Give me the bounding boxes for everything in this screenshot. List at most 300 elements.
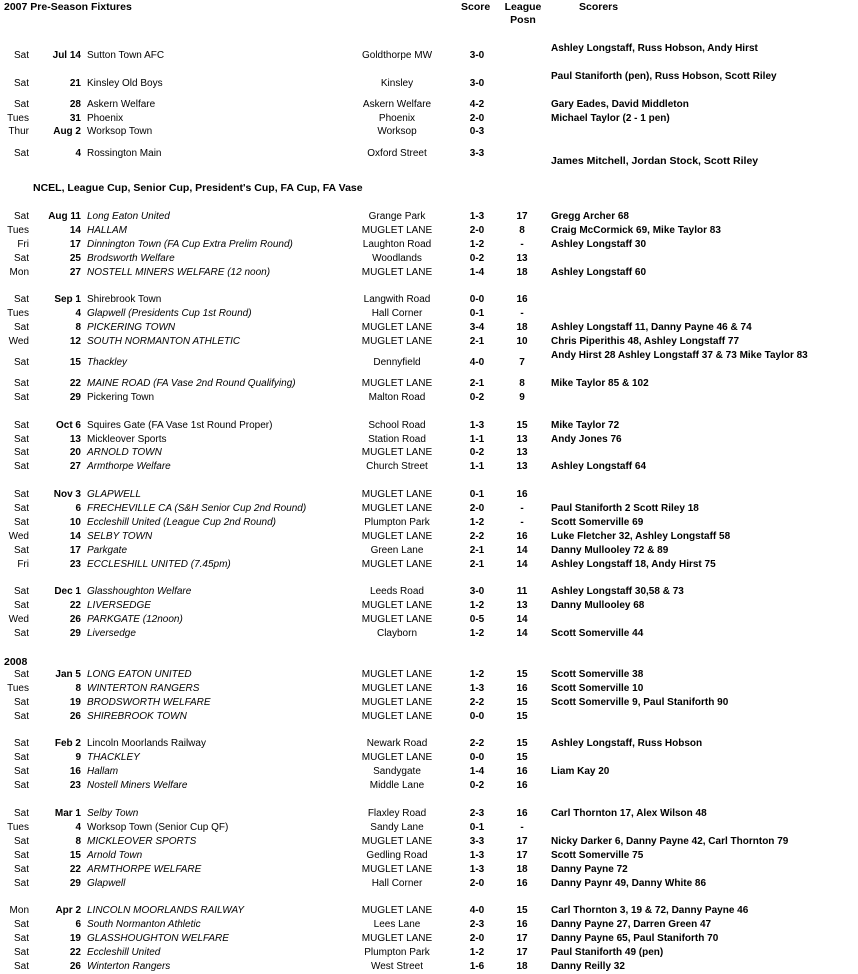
fixture-venue: MUGLET LANE — [361, 600, 433, 611]
fixture-venue: Gedling Road — [366, 850, 428, 861]
fixture-league-posn: 16 — [516, 878, 528, 889]
fixture-venue: MUGLET LANE — [361, 669, 433, 680]
fixture-day: Fri — [17, 559, 29, 570]
fixture-day: Wed — [8, 531, 29, 542]
fixture-opponent: Pickering Town — [87, 392, 155, 403]
fixture-venue: Plumpton Park — [364, 517, 430, 528]
fixture-scorers: Danny Mullooley 68 — [551, 600, 645, 611]
fixture-league-posn: 17 — [516, 933, 528, 944]
fixture-score: 0-2 — [469, 253, 485, 264]
fixture-league-posn: 13 — [516, 461, 528, 472]
fixture-row — [0, 765, 858, 779]
fixture-day: Tues — [7, 308, 29, 319]
fixture-scorers: Ashley Longstaff 64 — [551, 461, 647, 472]
fixture-date: Aug 2 — [53, 126, 81, 137]
fixture-date: 19 — [69, 697, 81, 708]
fixture-opponent: HALLAM — [87, 225, 128, 236]
fixture-venue: Dennyfield — [373, 357, 421, 368]
fixture-opponent: MAINE ROAD (FA Vase 2nd Round Qualifying) — [87, 378, 296, 389]
fixture-date: 13 — [69, 434, 81, 445]
fixture-scorers: Liam Kay 20 — [551, 766, 610, 777]
fixture-date: 22 — [69, 600, 81, 611]
fixture-opponent: Long Eaton United — [87, 211, 170, 222]
fixture-league-posn: 18 — [516, 322, 528, 333]
fixture-day: Sat — [13, 517, 29, 528]
fixture-date: 29 — [69, 628, 81, 639]
fixture-league-posn: 13 — [516, 253, 528, 264]
fixture-score: 1-2 — [469, 600, 485, 611]
fixture-league-posn: 14 — [516, 559, 528, 570]
fixture-date: 8 — [75, 683, 81, 694]
fixture-venue: Sandy Lane — [370, 822, 424, 833]
fixture-league-posn: 15 — [516, 905, 528, 916]
fixture-date: 31 — [69, 113, 81, 124]
fixture-row — [0, 932, 858, 946]
fixture-date: 28 — [69, 99, 81, 110]
fixture-date: Jul 14 — [52, 50, 81, 61]
fixture-score: 1-2 — [469, 517, 485, 528]
fixture-venue: MUGLET LANE — [361, 378, 433, 389]
fixture-day: Tues — [7, 683, 29, 694]
fixture-day: Sat — [13, 836, 29, 847]
fixture-venue: MUGLET LANE — [361, 489, 433, 500]
fixture-league-posn: - — [520, 308, 524, 319]
fixture-venue: Woodlands — [372, 253, 422, 264]
fixture-league-posn: 15 — [516, 420, 528, 431]
fixture-opponent: LIVERSEDGE — [87, 600, 151, 611]
fixture-row — [0, 238, 858, 252]
fixture-score: 3-3 — [469, 148, 485, 159]
fixture-score: 0-1 — [469, 489, 485, 500]
fixture-league-posn: 16 — [516, 766, 528, 777]
fixture-venue: Clayborn — [376, 628, 418, 639]
fixture-opponent: GLASSHOUGHTON WELFARE — [87, 933, 229, 944]
fixture-league-posn: 14 — [516, 614, 528, 625]
fixture-league-posn: 13 — [516, 600, 528, 611]
fixture-scorers: Danny Paynr 49, Danny White 86 — [551, 878, 707, 889]
fixture-scorers: Danny Payne 72 — [551, 864, 628, 875]
fixture-day: Sat — [13, 780, 29, 791]
fixture-day: Sat — [13, 669, 29, 680]
fixture-venue: MUGLET LANE — [361, 322, 433, 333]
fixture-opponent: Winterton Rangers — [87, 961, 171, 972]
scorers-header: Scorers — [579, 1, 619, 13]
fixture-league-posn: - — [520, 822, 524, 833]
fixture-score: 2-3 — [469, 919, 485, 930]
fixture-opponent: Glasshoughton Welfare — [87, 586, 192, 597]
fixture-score: 1-4 — [469, 766, 485, 777]
fixture-row — [0, 696, 858, 710]
fixture-date: 6 — [75, 503, 81, 514]
fixture-date: 22 — [69, 378, 81, 389]
fixture-scorers: Scott Somerville 44 — [551, 628, 644, 639]
fixture-row — [0, 904, 858, 918]
fixture-day: Sat — [13, 378, 29, 389]
fixture-day: Sat — [13, 738, 29, 749]
fixture-date: 8 — [75, 322, 81, 333]
fixture-opponent: Dinnington Town (FA Cup Extra Prelim Round) — [87, 239, 293, 250]
fixture-scorers: Nicky Darker 6, Danny Payne 42, Carl Thornton 79 — [551, 836, 789, 847]
fixture-venue: Hall Corner — [371, 308, 423, 319]
fixture-day: Sat — [13, 148, 29, 159]
fixture-score: 3-0 — [469, 586, 485, 597]
fixture-day: Sat — [13, 947, 29, 958]
fixture-opponent: Lincoln Moorlands Railway — [87, 738, 206, 749]
fixture-row — [0, 779, 858, 793]
fixture-opponent: ARNOLD TOWN — [87, 447, 162, 458]
fixture-date: 15 — [69, 357, 81, 368]
fixture-opponent: Phoenix — [87, 113, 124, 124]
fixture-date: 19 — [69, 933, 81, 944]
fixture-opponent: Eccleshill United (League Cup 2nd Round) — [87, 517, 277, 528]
fixture-league-posn: 8 — [519, 378, 525, 389]
fixture-opponent: PARKGATE (12noon) — [87, 614, 183, 625]
fixture-date: 23 — [69, 780, 81, 791]
fixture-scorers: Ashley Longstaff, Russ Hobson — [551, 738, 703, 749]
fixture-day: Sat — [13, 864, 29, 875]
fixture-date: 27 — [69, 461, 81, 472]
fixture-day: Sat — [13, 697, 29, 708]
fixture-league-posn: 15 — [516, 711, 528, 722]
fixture-date: Nov 3 — [53, 489, 81, 500]
fixture-venue: Langwith Road — [363, 294, 431, 305]
fixture-opponent: Armthorpe Welfare — [87, 461, 171, 472]
fixture-venue: MUGLET LANE — [361, 503, 433, 514]
fixture-score: 1-3 — [469, 420, 485, 431]
fixture-day: Sat — [13, 392, 29, 403]
fixture-date: 8 — [75, 836, 81, 847]
fixture-scorers: Ashley Longstaff, Russ Hobson, Andy Hirst — [551, 43, 758, 54]
fixture-venue: Oxford Street — [367, 148, 427, 159]
fixture-score: 1-3 — [469, 683, 485, 694]
fixture-date: 4 — [75, 308, 81, 319]
fixture-date: 6 — [75, 919, 81, 930]
fixture-venue: West Street — [370, 961, 424, 972]
fixture-row — [0, 71, 858, 91]
fixture-date: 14 — [69, 531, 81, 542]
fixture-scorers: Mike Taylor 72 — [551, 420, 620, 431]
fixture-opponent: Parkgate — [87, 545, 128, 556]
fixture-league-posn: 9 — [519, 392, 525, 403]
fixture-date: 16 — [69, 766, 81, 777]
fixture-score: 0-2 — [469, 447, 485, 458]
fixture-score: 2-1 — [469, 378, 485, 389]
fixture-score: 2-1 — [469, 545, 485, 556]
fixture-league-posn: 13 — [516, 447, 528, 458]
fixture-date: 17 — [69, 239, 81, 250]
fixture-league-posn: - — [520, 239, 524, 250]
fixture-day: Sat — [13, 600, 29, 611]
fixture-score: 2-0 — [469, 225, 485, 236]
fixture-score: 3-4 — [469, 322, 485, 333]
fixture-date: 27 — [69, 267, 81, 278]
fixture-row — [0, 419, 858, 433]
fixture-row — [0, 668, 858, 682]
fixture-day: Fri — [17, 239, 29, 250]
fixture-league-posn: - — [520, 517, 524, 528]
fixture-opponent: Thackley — [87, 357, 128, 368]
fixture-scorers: Scott Somerville 69 — [551, 517, 644, 528]
fixture-league-posn: 16 — [516, 531, 528, 542]
fixture-opponent: Mickleover Sports — [87, 434, 167, 445]
fixture-row — [0, 125, 858, 139]
fixture-score: 1-2 — [469, 669, 485, 680]
fixture-league-posn: 8 — [519, 225, 525, 236]
fixture-row — [0, 433, 858, 447]
fixture-venue: Lees Lane — [373, 919, 421, 930]
fixture-score: 3-0 — [469, 78, 485, 89]
competitions-heading: NCEL, League Cup, Senior Cup, President's Cup, FA Cup, FA Vase — [33, 182, 363, 194]
fixture-row — [0, 293, 858, 307]
fixture-row — [0, 446, 858, 460]
fixture-score: 1-3 — [469, 211, 485, 222]
fixture-venue: MUGLET LANE — [361, 614, 433, 625]
fixture-league-posn: 16 — [516, 683, 528, 694]
fixture-date: 26 — [69, 961, 81, 972]
fixture-day: Sat — [13, 878, 29, 889]
fixture-opponent: NOSTELL MINERS WELFARE (12 noon) — [87, 267, 271, 278]
fixture-day: Sat — [13, 322, 29, 333]
fixture-opponent: WINTERTON RANGERS — [87, 683, 200, 694]
fixture-venue: Grange Park — [368, 211, 426, 222]
fixture-score: 1-3 — [469, 850, 485, 861]
fixture-scorers: Ashley Longstaff 11, Danny Payne 46 & 74 — [551, 322, 752, 333]
fixture-score: 1-2 — [469, 239, 485, 250]
fixture-row — [0, 321, 858, 335]
fixture-score: 0-1 — [469, 308, 485, 319]
fixture-row — [0, 585, 858, 599]
fixture-opponent: THACKLEY — [87, 752, 140, 763]
fixture-date: Oct 6 — [55, 420, 81, 431]
fixture-opponent: Askern Welfare — [87, 99, 156, 110]
fixture-opponent: Arnold Town — [87, 850, 143, 861]
fixture-scorers: Danny Reilly 32 — [551, 961, 625, 972]
fixture-score: 2-1 — [469, 336, 485, 347]
fixture-scorers: Paul Staniforth 2 Scott Riley 18 — [551, 503, 699, 514]
fixture-venue: Station Road — [368, 434, 426, 445]
fixture-row — [0, 266, 858, 280]
fixture-row — [0, 877, 858, 891]
fixture-day: Sat — [13, 628, 29, 639]
fixture-scorers: Chris Piperithis 48, Ashley Longstaff 77 — [551, 336, 740, 347]
fixture-date: 17 — [69, 545, 81, 556]
page-title: 2007 Pre-Season Fixtures — [4, 1, 132, 13]
fixture-score: 0-2 — [469, 392, 485, 403]
fixture-day: Sat — [13, 50, 29, 61]
fixture-row — [0, 807, 858, 821]
fixture-row — [0, 613, 858, 627]
fixture-league-posn: 15 — [516, 752, 528, 763]
fixture-row — [0, 918, 858, 932]
fixture-score: 2-0 — [469, 878, 485, 889]
fixture-scorers: Gary Eades, David Middleton — [551, 99, 689, 110]
fixture-opponent: LONG EATON UNITED — [87, 669, 192, 680]
fixture-row — [0, 377, 858, 391]
fixture-day: Wed — [8, 336, 29, 347]
fixture-row — [0, 544, 858, 558]
fixture-venue: MUGLET LANE — [361, 933, 433, 944]
fixture-opponent: Shirebrook Town — [87, 294, 162, 305]
fixture-row — [0, 960, 858, 974]
fixture-day: Sat — [13, 461, 29, 472]
fixture-score: 0-0 — [469, 711, 485, 722]
fixture-venue: MUGLET LANE — [361, 836, 433, 847]
fixture-date: 10 — [69, 517, 81, 528]
fixture-score: 1-1 — [469, 434, 485, 445]
fixture-venue: Phoenix — [378, 113, 416, 124]
fixture-date: 22 — [69, 864, 81, 875]
fixture-day: Sat — [13, 420, 29, 431]
fixture-score: 2-0 — [469, 503, 485, 514]
fixture-league-posn: 16 — [516, 808, 528, 819]
fixture-venue: MUGLET LANE — [361, 447, 433, 458]
fixture-opponent: SELBY TOWN — [87, 531, 153, 542]
fixture-row — [0, 849, 858, 863]
fixture-venue: MUGLET LANE — [361, 267, 433, 278]
fixture-venue: MUGLET LANE — [361, 336, 433, 347]
fixture-day: Sat — [13, 711, 29, 722]
fixture-date: Feb 2 — [54, 738, 81, 749]
fixture-league-posn: 18 — [516, 864, 528, 875]
fixture-league-posn: 13 — [516, 434, 528, 445]
fixture-scorers: Carl Thornton 17, Alex Wilson 48 — [551, 808, 707, 819]
fixture-venue: School Road — [368, 420, 426, 431]
fixture-score: 0-0 — [469, 294, 485, 305]
fixture-venue: Church Street — [366, 461, 428, 472]
year-2008-heading: 2008 — [4, 656, 28, 668]
fixture-date: 15 — [69, 850, 81, 861]
fixture-opponent: Brodsworth Welfare — [87, 253, 175, 264]
fixture-row — [0, 43, 858, 63]
fixture-date: 22 — [69, 947, 81, 958]
fixture-date: 21 — [69, 78, 81, 89]
fixture-row — [0, 599, 858, 613]
fixture-opponent: Liversedge — [87, 628, 136, 639]
fixture-scorers: Luke Fletcher 32, Ashley Longstaff 58 — [551, 531, 731, 542]
fixture-day: Tues — [7, 113, 29, 124]
fixture-score: 1-6 — [469, 961, 485, 972]
fixture-scorers: Scott Somerville 10 — [551, 683, 644, 694]
fixture-row — [0, 252, 858, 266]
fixture-league-posn: 16 — [516, 919, 528, 930]
fixture-row — [0, 751, 858, 765]
fixture-date: 26 — [69, 711, 81, 722]
fixture-day: Sat — [13, 78, 29, 89]
fixture-day: Sat — [13, 434, 29, 445]
fixture-row — [0, 710, 858, 724]
fixture-venue: MUGLET LANE — [361, 864, 433, 875]
fixture-score: 4-0 — [469, 905, 485, 916]
fixture-score: 1-4 — [469, 267, 485, 278]
fixture-day: Sat — [13, 357, 29, 368]
fixture-score: 3-3 — [469, 836, 485, 847]
fixture-score: 1-1 — [469, 461, 485, 472]
fixture-score: 2-1 — [469, 559, 485, 570]
fixture-date: 4 — [75, 148, 81, 159]
fixture-opponent: BRODSWORTH WELFARE — [87, 697, 211, 708]
fixture-row — [0, 350, 858, 370]
fixture-opponent: Squires Gate (FA Vase 1st Round Proper) — [87, 420, 273, 431]
fixture-row — [0, 863, 858, 877]
fixture-venue: Middle Lane — [369, 780, 425, 791]
fixture-date: 29 — [69, 878, 81, 889]
fixture-scorers: Scott Somerville 38 — [551, 669, 644, 680]
fixture-day: Sat — [13, 766, 29, 777]
fixture-venue: Hall Corner — [371, 878, 423, 889]
fixture-day: Sat — [13, 99, 29, 110]
fixture-day: Thur — [8, 126, 29, 137]
fixture-venue: MUGLET LANE — [361, 559, 433, 570]
fixture-league-posn: 15 — [516, 697, 528, 708]
fixture-league-posn: 15 — [516, 669, 528, 680]
fixture-date: 12 — [69, 336, 81, 347]
fixture-day: Sat — [13, 808, 29, 819]
fixture-row — [0, 682, 858, 696]
fixture-row — [0, 516, 858, 530]
fixture-scorers: Michael Taylor (2 - 1 pen) — [551, 113, 670, 124]
fixture-day: Tues — [7, 225, 29, 236]
fixture-row — [0, 502, 858, 516]
fixture-venue: Malton Road — [368, 392, 426, 403]
fixture-score: 3-0 — [469, 50, 485, 61]
fixture-day: Mon — [9, 905, 29, 916]
fixture-venue: MUGLET LANE — [361, 531, 433, 542]
fixture-scorers: Scott Somerville 75 — [551, 850, 644, 861]
fixture-opponent: Eccleshill United — [87, 947, 161, 958]
fixture-venue: MUGLET LANE — [361, 697, 433, 708]
fixture-venue: MUGLET LANE — [361, 752, 433, 763]
fixture-opponent: Selby Town — [87, 808, 139, 819]
fixture-league-posn: 17 — [516, 850, 528, 861]
fixture-date: Sep 1 — [54, 294, 81, 305]
fixture-day: Sat — [13, 503, 29, 514]
fixture-score: 1-3 — [469, 864, 485, 875]
fixture-league-posn: 14 — [516, 628, 528, 639]
fixture-day: Sat — [13, 294, 29, 305]
fixture-opponent: ECCLESHILL UNITED (7.45pm) — [87, 559, 231, 570]
fixture-date: Mar 1 — [54, 808, 81, 819]
fixture-score: 2-0 — [469, 113, 485, 124]
fixture-league-posn: 18 — [516, 961, 528, 972]
fixture-day: Sat — [13, 586, 29, 597]
fixture-venue: Sandygate — [373, 766, 421, 777]
fixture-score: 4-2 — [469, 99, 485, 110]
fixture-opponent: FRECHEVILLE CA (S&H Senior Cup 2nd Round) — [87, 503, 307, 514]
fixture-scorers: Ashley Longstaff 18, Andy Hirst 75 — [551, 559, 716, 570]
fixture-day: Sat — [13, 752, 29, 763]
fixture-date: Jan 5 — [55, 669, 81, 680]
fixture-venue: Green Lane — [370, 545, 424, 556]
fixture-score: 0-5 — [469, 614, 485, 625]
fixture-venue: MUGLET LANE — [361, 683, 433, 694]
fixture-opponent: Nostell Miners Welfare — [87, 780, 188, 791]
fixture-day: Sat — [13, 933, 29, 944]
fixture-league-posn: 16 — [516, 780, 528, 791]
fixture-opponent: Rossington Main — [87, 148, 162, 159]
fixture-opponent: Sutton Town AFC — [87, 50, 165, 61]
fixture-opponent: Glapwell — [87, 878, 126, 889]
fixture-day: Sat — [13, 211, 29, 222]
fixture-opponent: Worksop Town (Senior Cup QF) — [87, 822, 229, 833]
fixture-league-posn: 14 — [516, 545, 528, 556]
fixture-scorers: Mike Taylor 85 & 102 — [551, 378, 649, 389]
fixture-opponent: GLAPWELL — [87, 489, 141, 500]
fixture-scorers: Scott Somerville 9, Paul Staniforth 90 — [551, 697, 729, 708]
fixture-date: 25 — [69, 253, 81, 264]
fixture-opponent: Glapwell (Presidents Cup 1st Round) — [87, 308, 252, 319]
fixture-opponent: ARMTHORPE WELFARE — [87, 864, 202, 875]
fixture-scorers: Danny Payne 65, Paul Staniforth 70 — [551, 933, 719, 944]
